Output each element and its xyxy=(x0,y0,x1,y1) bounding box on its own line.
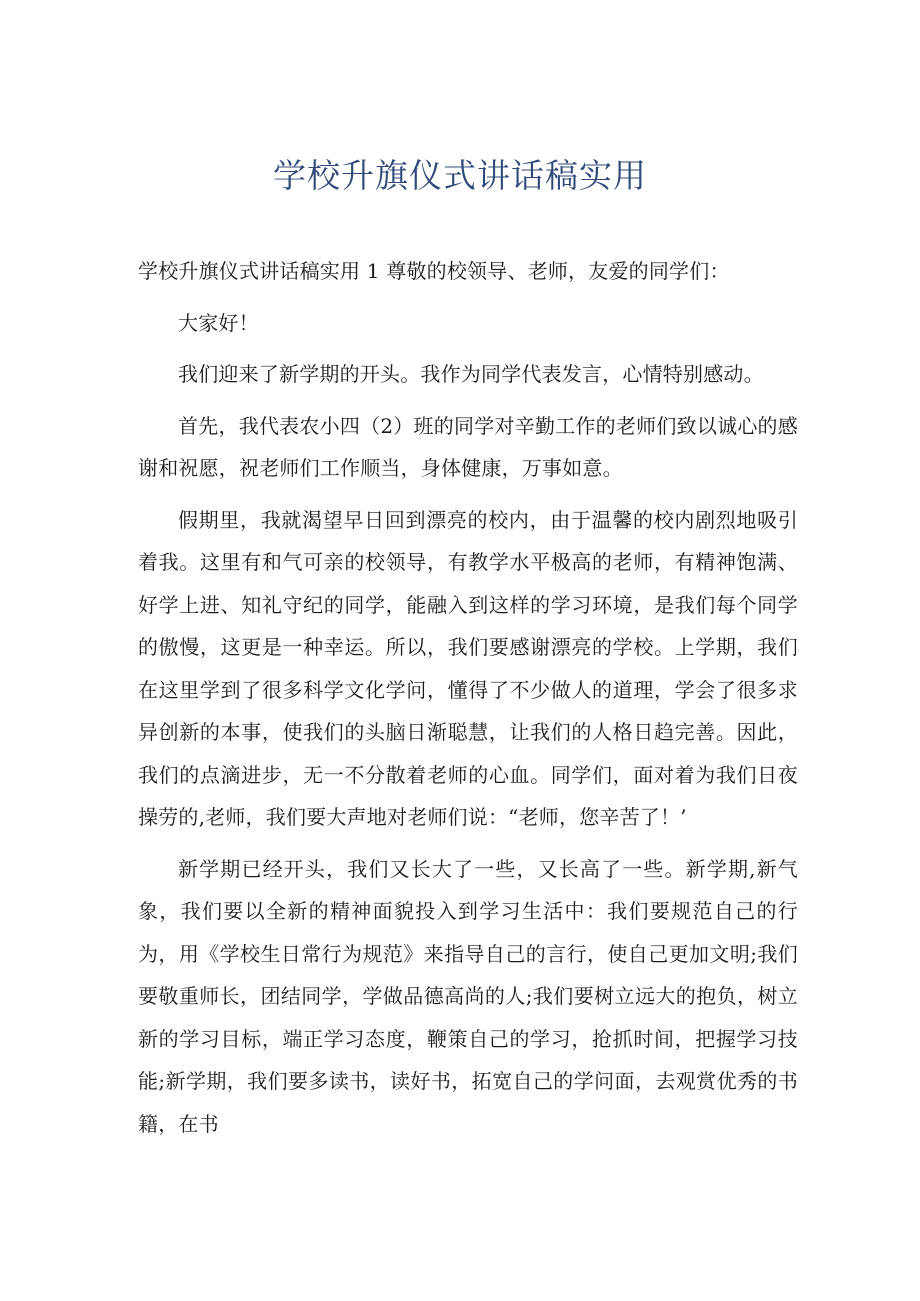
paragraph-greeting-line: 学校升旗仪式讲话稿实用 1 尊敬的校领导、老师，友爱的同学们： xyxy=(138,259,730,283)
paragraph-opening: 我们迎来了新学期的开头。我作为同学代表发言，心情特别感动。 xyxy=(178,362,764,386)
paragraph-thanks: 首先，我代表农小四（2）班的同学对辛勤工作的老师们致以诚心的感谢和祝愿，祝老师们工作顺当，身体健康，万事如意。 xyxy=(138,413,798,480)
document-body xyxy=(138,250,798,1154)
paragraph-hello: 大家好！ xyxy=(178,310,259,335)
document-title: 学校升旗仪式讲话稿实用 xyxy=(273,156,647,195)
paragraph-new-semester: 新学期已经开头，我们又长大了一些，又长高了一些。新学期,新气象，我们要以全新的精神面貌投入到学习生活中：我们要规范自己的行为，用《学校生日常行为规范》来指导自己的言行，使自己更加文明;我们要敬重师长，团结同学，学做品德高尚的人;我们要树立远大的抱负，树立新的学习目标，端正学习态度，鞭策自己的学习，抢抓时间，把握学习技能;新学期，我们要多读书，读好书，拓宽自己的学问面，去观赏优秀的书籍，在书 xyxy=(138,856,798,1136)
paragraph-holiday: 假期里，我就渴望早日回到漂亮的校内，由于温馨的校内剧烈地吸引着我。这里有和气可亲的校领导，有教学水平极高的老师，有精神饱满、好学上进、知礼守纪的同学，能融入到这样的学习环境，是我们每个同学的傲慢，这更是一种幸运。所以，我们要感谢漂亮的学校。上学期，我们在这里学到了很多科学文化学问，懂得了不少做人的道理，学会了很多求异创新的本事，使我们的头脑日渐聪慧，让我们的人格日趋完善。因此，我们的点滴进步，无一不分散着老师的心血。同学们，面对着为我们日夜操劳的,老师，我们要大声地对老师们说：“老师，您辛苦了！’ xyxy=(138,507,798,829)
